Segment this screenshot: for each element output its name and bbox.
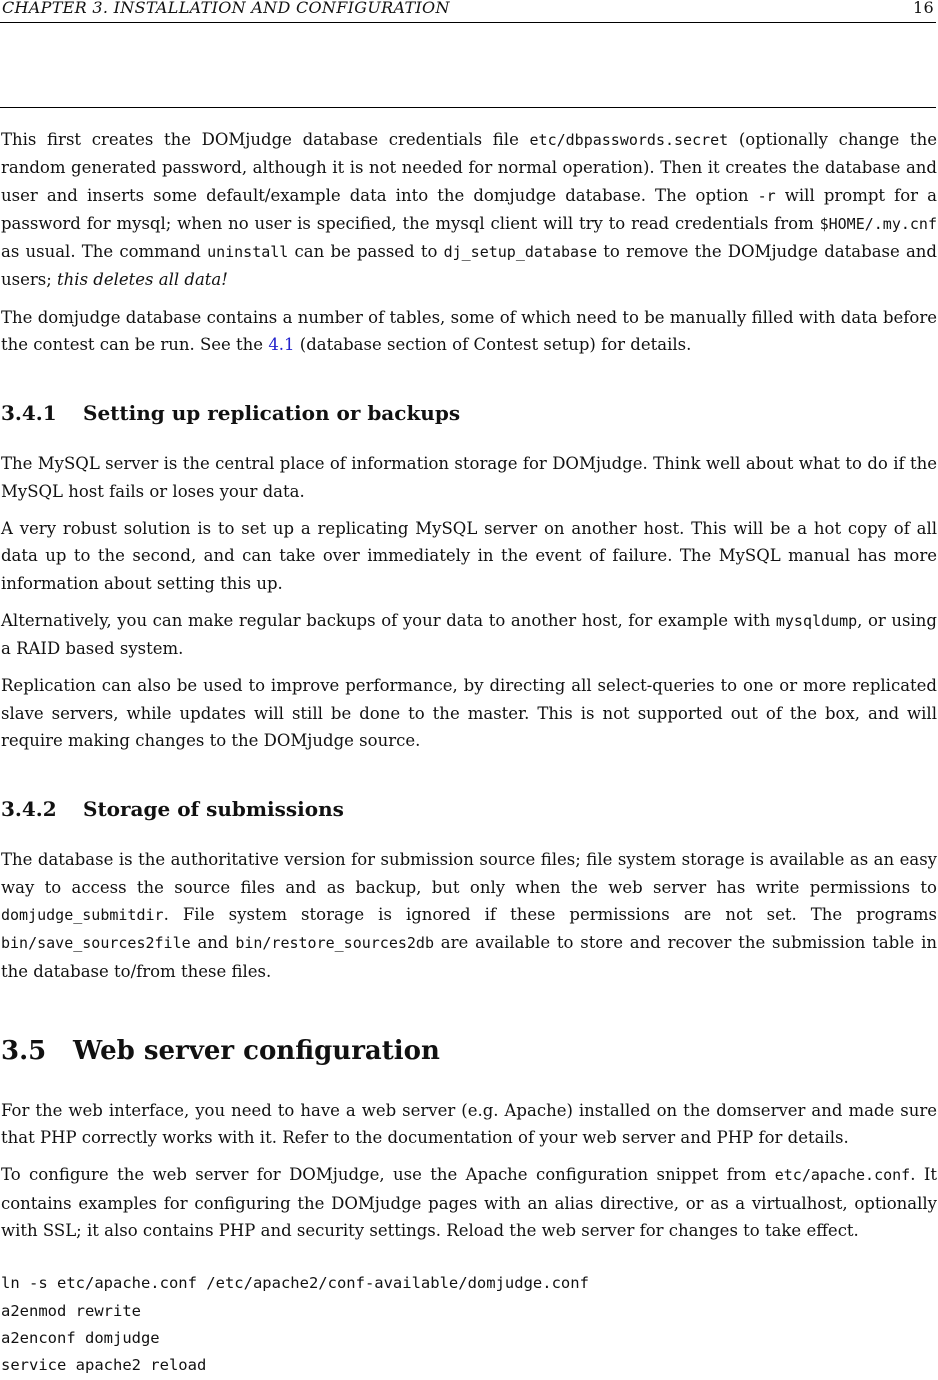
inline-code: mysqldump (775, 611, 858, 630)
code-line: ln -s etc/apache.conf /etc/apache2/conf-available/domjudge.conf (1, 1274, 589, 1293)
page-number: 16 (913, 0, 934, 17)
subsection-heading-replication: 3.4.1 Setting up replication or backups (1, 401, 461, 426)
inline-code: -r (757, 186, 776, 205)
inline-code: domjudge_submitdir (1, 905, 164, 924)
paragraph-setup-database: This first creates the DOMjudge database credentials file etc/dbpasswords.secret (optionally change the random generated password, although it is not needed for normal operation). Then it creates the database and user and inserts some default/example data into the domjudge database. The option -r will prompt for a password for mysql; when no user is specified, the mysql client will try to read credentials from $HOME/.my.cnf as usual. The command uninstall can be passed to dj_setup_database to remove the DOMjudge database and users; this deletes all data! (1, 130, 938, 290)
paragraph-web-interface: For the web interface, you need to have a web server (e.g. Apache) installed on the domserver and made sure that PHP correctly works with it. Refer to the documentation of your web server and PHP for details. (1, 1100, 937, 1148)
code-line: a2enmod rewrite (1, 1301, 141, 1320)
inline-code: etc/dbpasswords.secret (529, 131, 729, 149)
subsection-heading-storage: 3.4.2 Storage of submissions (1, 797, 344, 822)
paragraph-performance: Replication can also be used to improve performance, by directing all select-queries to one or more replicated slave servers, while updates will still be done to the master. This is not supported out of the box, and will require making changes to the DOMjudge source. (1, 676, 937, 751)
chapter-title: CHAPTER 3. INSTALLATION AND CONFIGURATION (2, 0, 450, 17)
paragraph-mysql-central: The MySQL server is the central place of information storage for DOMjudge. Think well about what to do if the MySQL host fails or loses your data. (1, 454, 937, 501)
paragraph-tables: The domjudge database contains a number of tables, some of which need to be manually filled with data before the contest can be run. See the 4.1 (database section of Contest setup) for details. (1, 307, 937, 355)
section-rule (0, 107, 936, 108)
inline-code: etc/apache.conf (774, 1166, 911, 1185)
page-content (1, 126, 937, 1380)
inline-code: $HOME/.my.cnf (819, 214, 937, 233)
inline-code: uninstall (207, 243, 289, 262)
inline-code: bin/save_sources2file (1, 934, 191, 953)
header-rule (0, 22, 936, 23)
code-line: a2enconf domjudge (1, 1328, 160, 1347)
paragraph-replicating-server: A very robust solution is to set up a replicating MySQL server on another host. This will be a hot copy of all data up to the second, and can take over immediately in the event of failure. The MySQL manual has more information about setting this up. (1, 518, 937, 593)
section-heading-web-server: 3.5 Web server configuration (1, 1035, 440, 1066)
inline-code: dj_setup_database (443, 243, 598, 262)
paragraph-apache-config: To configure the web server for DOMjudge, use the Apache configuration snippet from etc/apache.conf. It contains examples for configuring the DOMjudge pages with an alias directive, or as a virtualhost, optionally with SSL; it also contains PHP and security settings. Reload the web server for changes to take effect. (1, 1165, 937, 1241)
code-block (1, 1270, 937, 1379)
running-header (0, 0, 936, 20)
paragraph-submission-storage: The database is the authoritative version for submission source files; file system storage is available as an easy way to access the source files and as backup, but only when the web server has write permissions to domjudge_submitdir. File system storage is ignored if these permissions are not set. The programs bin/save_sources2file and bin/restore_sources2db are available to store and recover the submission table in the database to/from these files. (1, 850, 937, 981)
paragraph-backups: Alternatively, you can make regular backups of your data to another host, for example with mysqldump, or using a RAID based system. (1, 610, 937, 659)
code-line: service apache2 reload (1, 1356, 207, 1375)
inline-code: bin/restore_sources2db (235, 934, 434, 953)
emphasis-warning: this deletes all data! (57, 270, 228, 290)
section-reference-link[interactable]: 4.1 (268, 335, 295, 355)
